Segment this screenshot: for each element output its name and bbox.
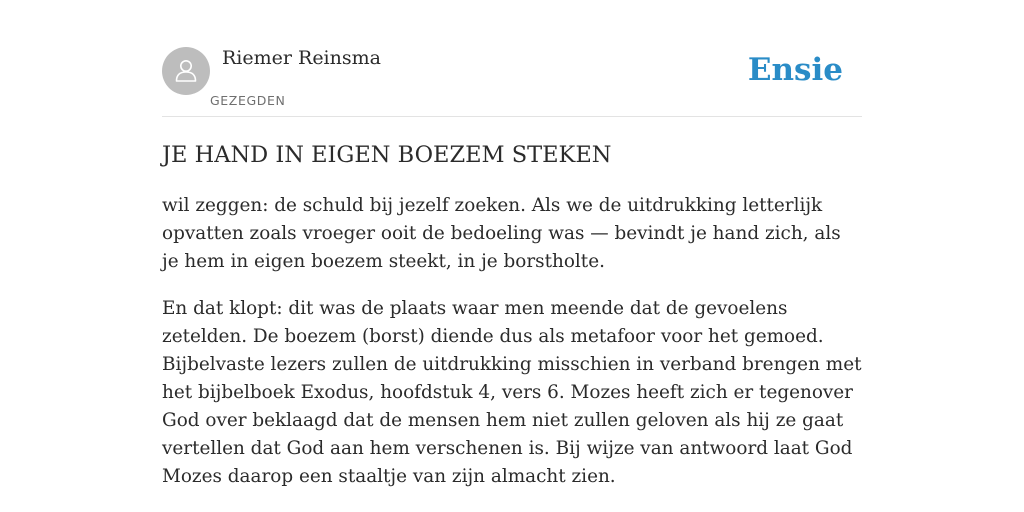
article-paragraph: wil zeggen: de schuld bij jezelf zoeken. Als we de uitdrukking letterlijk opvatten zoals vroeger ooit de bedoeling was — bevindt je hand zich, als je hem in eigen boezem steekt, in je borstholte. [162,195,841,272]
author-name[interactable]: Riemer Reinsma [222,47,381,69]
category-label[interactable]: GEZEGDEN [210,93,286,108]
article-paragraph: En dat klopt: dit was de plaats waar men meende dat de gevoelens zetelden. De boezem (borst) diende dus als metafoor voor het gemoed. Bijbelvaste lezers zullen de uitdrukking misschien in verband brengen met het bijbelboek Exodus, hoofdstuk 4, vers 6. Mozes heeft zich er tegenover God over beklaagd dat de mensen hem niet zullen geloven als hij ze gaat vertellen dat God aan hem verschenen is. Bij wijze van antwoord laat God Mozes daarop een staaltje van zijn almacht zien. [162,298,862,487]
article-body [162,192,862,510]
article-header [162,0,862,117]
brand-logo[interactable]: Ensie [747,52,843,88]
user-silhouette-icon [171,56,201,86]
user-avatar-icon[interactable] [162,47,210,95]
article-container [162,0,862,487]
article-title: JE HAND IN EIGEN BOEZEM STEKEN [162,142,612,168]
